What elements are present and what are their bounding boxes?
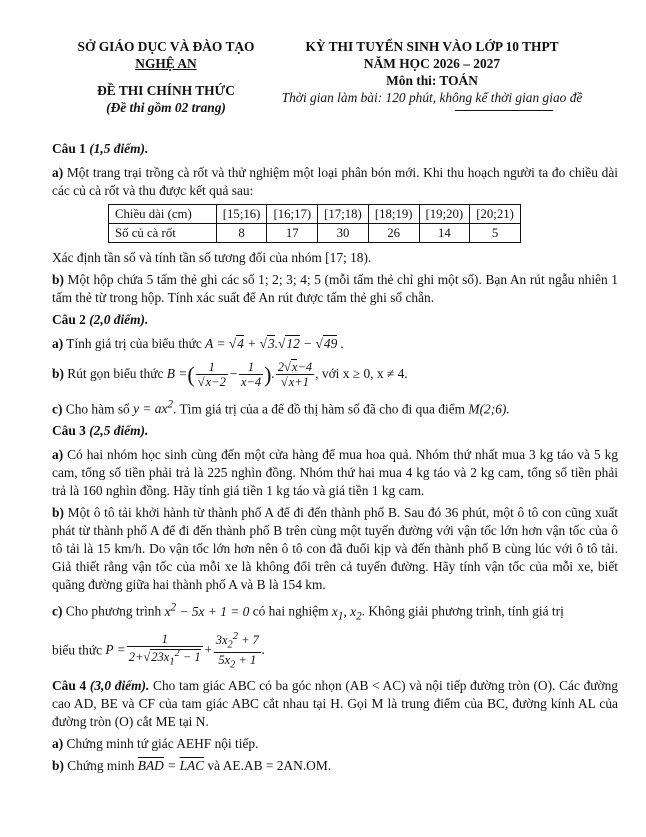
q1-part-a: [52, 164, 618, 200]
header-right: [262, 38, 602, 111]
q1-a-text: Một trang trại trồng cà rốt và thử nghiệm một loại phân bón mới. Khi thu hoạch người ta đo chiều dài các củ cà rốt và thu được kết quả sau:: [52, 165, 618, 198]
expression-A: A = √4 + √3.√12 − √49 .: [205, 336, 344, 351]
q3-a-text: Có hai nhóm học sinh cùng đến một cửa hàng để mua hoa quả. Nhóm thứ nhất mua 3 kg táo và 5 kg cam, tổng số tiền phải trả là 225 nghìn đồng. Nhóm thứ hai mua 4 kg táo và 2 kg cam, tổng số tiền phải trả là 160 nghìn đồng. Hãy tính giá tiền 1 kg táo và giá tiền 1 kg cam.: [52, 447, 618, 499]
question-2-points: (2,0 điểm).: [89, 312, 149, 327]
roots: $x_1$, $x_2$: [331, 603, 362, 623]
q4-intro: Cho tam giác ABC có ba góc nhọn (AB < AC) và nội tiếp đường tròn (O). Các đường cao AD, BE và CF của tam giác ABC cắt nhau tại H. Gọi M là trung điểm của BC, đường kính AL của đường tròn (O) cắt ME tại N.: [52, 677, 618, 729]
exam-content: [52, 140, 618, 779]
q4-a-label: a): [52, 735, 64, 751]
table-cell: 14: [419, 224, 470, 243]
table-row-count: [109, 224, 521, 243]
q1-b-label: b): [52, 272, 64, 287]
q3-a-label: a): [52, 447, 64, 463]
question-2-heading: [52, 311, 618, 329]
question-2-title: Câu 2: [52, 312, 86, 327]
table-row-length: [109, 205, 521, 224]
q4-b-text2: và AE.AB = 2AN.OM.: [207, 757, 332, 773]
q2-part-a: [52, 335, 618, 353]
q1-b-text: Một hộp chứa 5 tấm thẻ ghi các số 1; 2; 3; 4; 5 (mỗi tấm thẻ chỉ ghi một số). Bạn An rút ngẫu nhiên 1 tấm thẻ từ trong hộp. Tính xác suất để An rút được tấm thẻ ghi số chẵn.: [52, 272, 618, 305]
table-row2-label: Số củ cà rốt: [109, 224, 217, 243]
table-cell: [19;20): [419, 205, 470, 224]
q4-b-label: b): [52, 757, 64, 773]
exam-title: KỲ THI TUYỂN SINH VÀO LỚP 10 THPT: [305, 39, 559, 54]
q2-c-text: Cho hàm số: [65, 401, 130, 417]
q2-b-text: Rút gọn biểu thức: [67, 366, 164, 381]
q2-part-b: [52, 357, 618, 392]
table-row1-label: Chiều dài (cm): [109, 205, 217, 224]
q3-part-c: [52, 598, 618, 625]
pages-note: (Đề thi gồm 02 trang): [106, 100, 226, 115]
subject: Môn thi: TOÁN: [386, 73, 478, 88]
q2-b-label: b): [52, 366, 64, 381]
angle-equality: $\overline{BAD} = \overline{LAC}$: [137, 757, 205, 773]
q1-a-label: a): [52, 165, 64, 180]
q2-part-c: [52, 396, 618, 418]
question-3-heading: [52, 422, 618, 440]
table-cell: [17;18): [318, 205, 369, 224]
table-cell: 8: [216, 224, 267, 243]
q1-part-b: [52, 271, 618, 307]
question-1-points: (1,5 điểm).: [89, 141, 149, 156]
q3-b-text: Một ô tô tải khởi hành từ thành phố A để đi đến thành phố B. Sau đó 36 phút, một ô tô con cũng xuất phát từ thành phố A để đi đến thành phố B trên cùng một tuyến đường với vận tốc lớn hơn vận tốc của ô tô tải là 15 km/h. Do vận tốc lớn hơn nên ô tô con đã đuổi kịp và đến thành phố B cùng lúc với ô tô tải. Giả thiết rằng vận tốc của mỗi xe là không đổi trên cả tuyến đường. Hãy tính vận tốc của mỗi xe, biết quãng đường giữa hai thành phố A và B là 154 km.: [52, 505, 618, 593]
department-name: SỞ GIÁO DỤC VÀ ĐÀO TẠO: [77, 39, 255, 54]
q4-intro-line: [52, 677, 618, 731]
q2-a-text: Tính giá trị của biểu thức: [66, 336, 202, 351]
q1-a-question: Xác định tần số và tính tần số tương đối của nhóm [17; 18).: [52, 250, 372, 265]
q3-c-text4: biểu thức: [52, 642, 103, 658]
question-3-points: (2,5 điểm).: [89, 423, 149, 439]
table-cell: [20;21): [470, 205, 521, 224]
expression-P: P = $\frac{1}{2+√23x_1^2 - 1}$ + $\frac{3x_2^2 + 7}{5x_2 + 1}$ .: [105, 630, 266, 671]
table-cell: 17: [267, 224, 318, 243]
carrot-length-table: [108, 204, 521, 243]
point-M: M(2;6).: [468, 401, 510, 417]
q3-c-label: c): [52, 603, 63, 619]
q2-c-label: c): [52, 401, 63, 417]
question-1-heading: [52, 140, 618, 158]
official-label: ĐỀ THI CHÍNH THỨC: [97, 83, 235, 98]
q2-c-text2: . Tìm giá trị của a để đồ thị hàm số đã cho đi qua điểm: [173, 401, 466, 417]
question-4-title: Câu 4: [52, 677, 87, 693]
table-cell: 26: [368, 224, 419, 243]
table-cell: [18;19): [368, 205, 419, 224]
q4-part-a: [52, 735, 618, 753]
province-name: NGHỆ AN: [135, 56, 197, 71]
q4-a-text: Chứng minh tứ giác AEHF nội tiếp.: [66, 735, 259, 751]
question-1-title: Câu 1: [52, 141, 86, 156]
table-cell: 30: [318, 224, 369, 243]
q3-expression-line: [52, 630, 618, 673]
table-cell: 5: [470, 224, 521, 243]
header-divider: [455, 110, 553, 111]
function-expression: $y = ax^2$: [133, 398, 174, 417]
q3-c-text: Cho phương trình: [65, 603, 162, 619]
q3-part-a: [52, 446, 618, 500]
question-4-points: (3,0 điểm).: [89, 677, 150, 693]
time-note: Thời gian làm bài: 120 phút, không kể thời gian giao đề: [281, 90, 583, 105]
q2-a-label: a): [52, 336, 64, 351]
header-left: [56, 38, 276, 116]
q3-b-label: b): [52, 505, 64, 521]
q4-b-text: Chứng minh: [67, 757, 135, 773]
q3-c-text2: có hai nghiệm: [252, 603, 329, 619]
q2-b-condition: , với x ≥ 0, x ≠ 4.: [315, 366, 408, 381]
q3-c-text3: . Không giải phương trình, tính giá trị: [361, 603, 564, 619]
question-3-title: Câu 3: [52, 423, 86, 439]
table-cell: [16;17): [267, 205, 318, 224]
school-year: NĂM HỌC 2026 – 2027: [363, 56, 501, 71]
quadratic-equation: $x^2 - 5x + 1 = 0$: [164, 601, 250, 619]
expression-B: B =( $\frac{1}{√x-2}$ − $\frac{1}{x-4}$ ). $\frac{2√x-4}{√x+1}$: [166, 360, 313, 390]
q3-part-b: [52, 504, 618, 594]
q4-part-b: [52, 757, 618, 775]
table-cell: [15;16): [216, 205, 267, 224]
